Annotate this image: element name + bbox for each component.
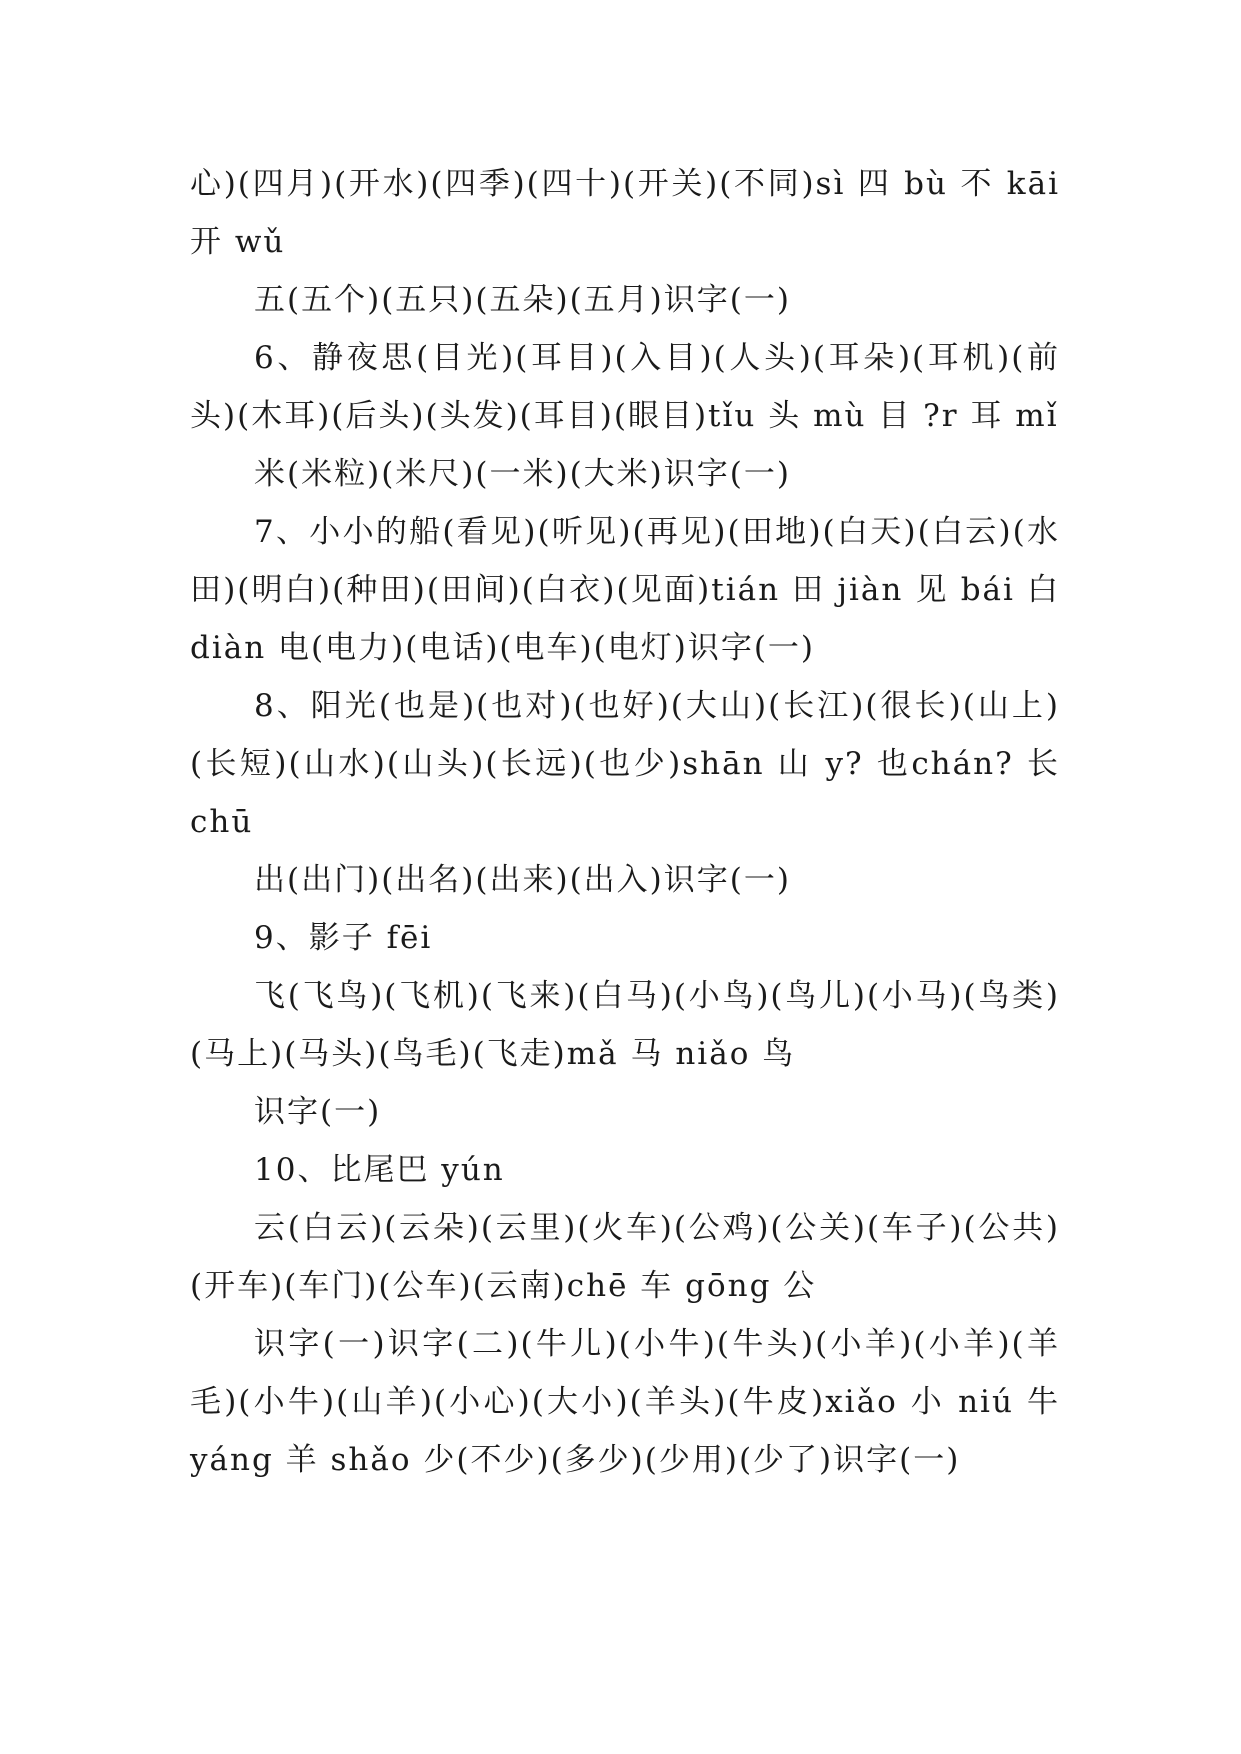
paragraph-2: 五(五个)(五只)(五朵)(五月)识字(一) [254,282,791,318]
paragraph-10: 识字(一) [254,1094,382,1130]
paragraph-8: 9、影子 fēi [254,920,433,956]
paragraph-7: 出(出门)(出名)(出来)(出入)识字(一) [254,862,791,898]
paragraph-4: 米(米粒)(米尺)(一米)(大米)识字(一) [254,456,791,492]
paragraph-5: 7、小小的船(看见)(听见)(再见)(田地)(白天)(白云)(水田)(明白)(种田)(田间)(白衣)(见面)tián 田 jiàn 见 bái 白 diàn 电(电力)(电话)(电车)(电灯)识字(一) [190,514,1060,666]
paragraph-1: 心)(四月)(开水)(四季)(四十)(开关)(不同)sì 四 bù 不 kāi 开 wǔ [190,166,1060,260]
document-body [190,155,1060,1489]
paragraph-13: 识字(一)识字(二)(牛儿)(小牛)(牛头)(小羊)(小羊)(羊毛)(小牛)(山羊)(小心)(大小)(羊头)(牛皮)xiǎo 小 niú 牛 yáng 羊 shǎo 少(不少)(多少)(少用)(少了)识字(一) [190,1326,1060,1478]
paragraph-11: 10、比尾巴 yún [254,1152,505,1188]
paragraph-6: 8、阳光(也是)(也对)(也好)(大山)(长江)(很长)(山上)(长短)(山水)(山头)(长远)(也少)shān 山 y? 也chán? 长 chū [190,688,1060,840]
paragraph-9: 飞(飞鸟)(飞机)(飞来)(白马)(小鸟)(鸟儿)(小马)(鸟类)(马上)(马头)(鸟毛)(飞走)mǎ 马 niǎo 鸟 [190,978,1060,1072]
paragraph-12: 云(白云)(云朵)(云里)(火车)(公鸡)(公关)(车子)(公共)(开车)(车门)(公车)(云南)chē 车 gōng 公 [190,1210,1060,1304]
paragraph-3: 6、静夜思(目光)(耳目)(入目)(人头)(耳朵)(耳机)(前头)(木耳)(后头)(头发)(耳目)(眼目)tǐu 头 mù 目 ?r 耳 mǐ [190,340,1060,434]
